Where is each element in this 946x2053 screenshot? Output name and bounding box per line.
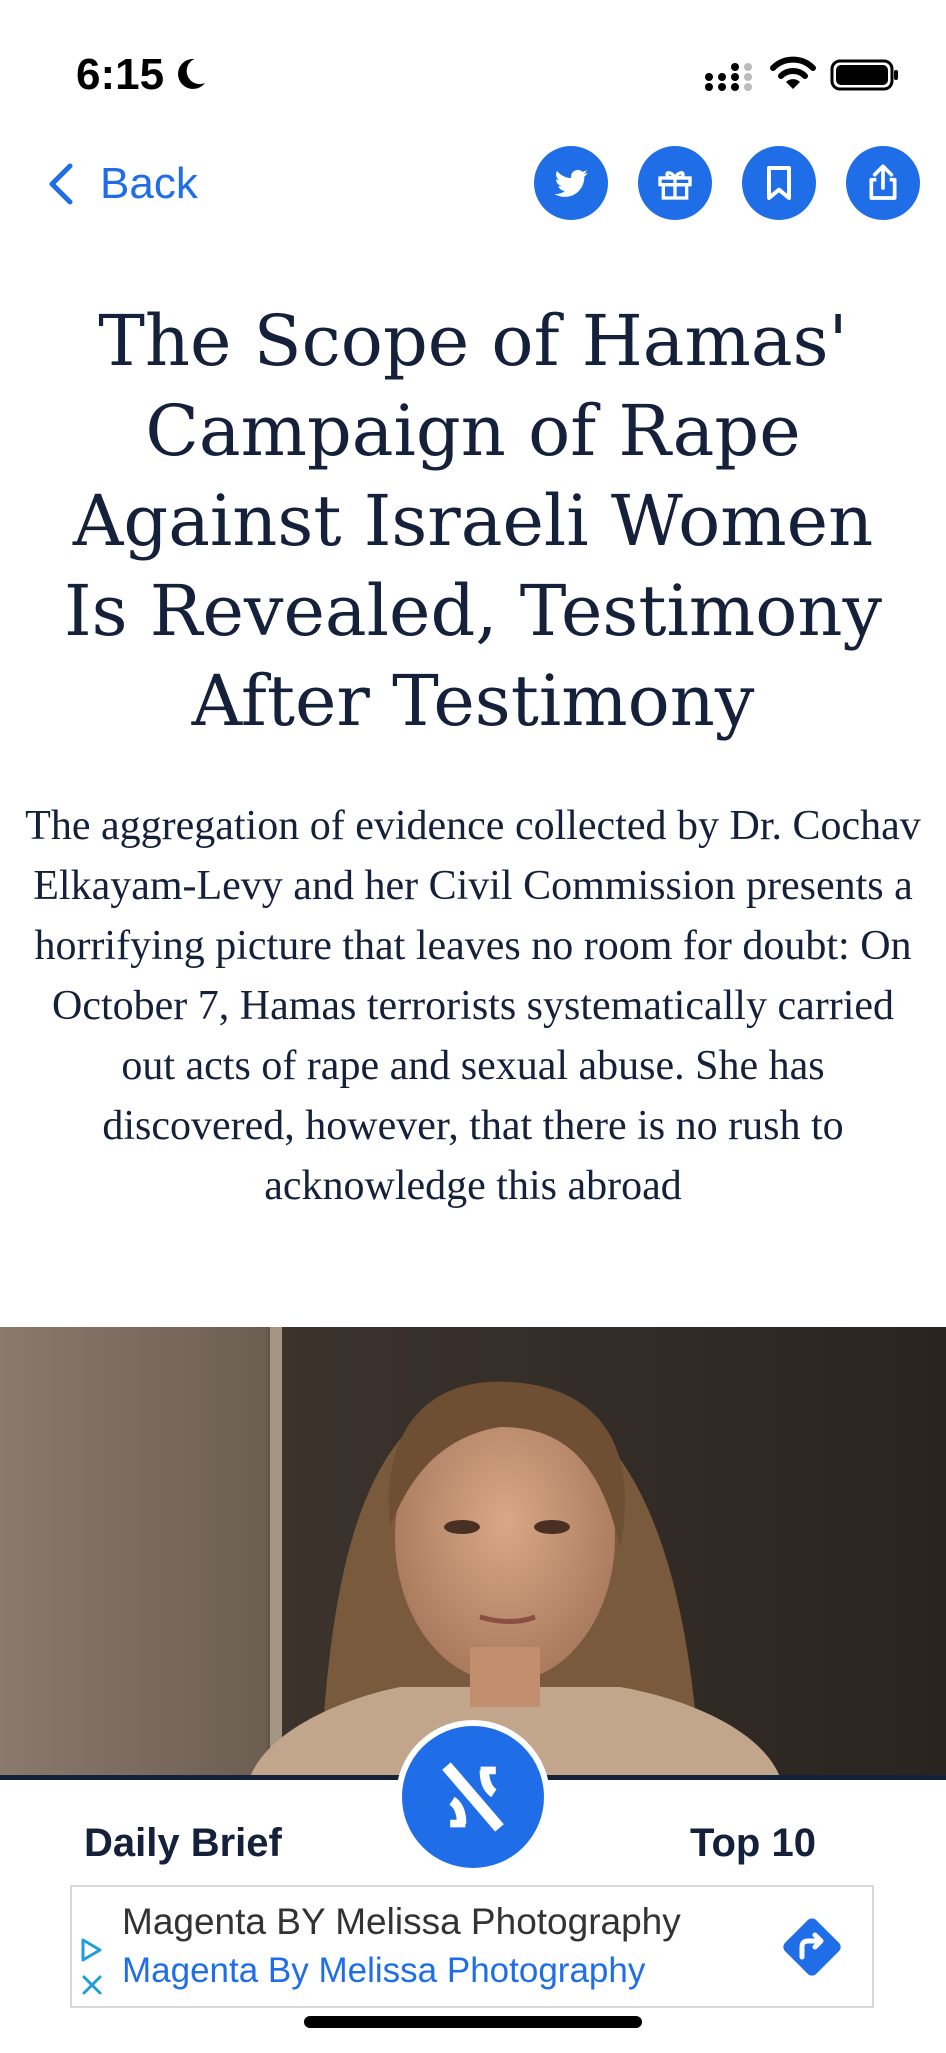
ad-banner[interactable] xyxy=(70,1885,874,2008)
bookmark-button[interactable] xyxy=(742,146,816,220)
status-time: 6:15 xyxy=(76,50,165,99)
share-button[interactable] xyxy=(846,146,920,220)
chevron-left-icon xyxy=(46,162,76,206)
cellular-signal-icon xyxy=(704,60,756,94)
moon-icon xyxy=(172,56,208,92)
battery-icon xyxy=(830,58,900,92)
home-indicator xyxy=(304,2016,642,2028)
share-icon xyxy=(863,163,903,203)
tab-daily-brief[interactable]: Daily Brief xyxy=(84,1821,282,1865)
back-button[interactable] xyxy=(46,152,198,216)
ad-choices-icon[interactable] xyxy=(78,1937,104,1963)
article-dek: The aggregation of evidence collected by Dr. Cochav Elkayam-Levy and her Civil Commission presents a horrifying picture that leaves no room for doubt: On October 7, Hamas terrorists systematically carried out acts of rape and sexual abuse. She has discovered, however, that there is no rush to acknowledge this abroad xyxy=(25,803,921,1209)
gift-icon xyxy=(655,163,695,203)
gift-article-button[interactable] xyxy=(638,146,712,220)
back-label: Back xyxy=(100,159,198,208)
article-headline: The Scope of Hamas' Campaign of Rape Against Israeli Women Is Revealed, Testimony After Testimony xyxy=(63,300,883,742)
twitter-icon xyxy=(551,163,591,203)
tab-top-10[interactable]: Top 10 xyxy=(690,1821,816,1865)
close-icon[interactable] xyxy=(80,1973,104,1997)
status-bar xyxy=(0,0,946,140)
home-logo-button[interactable] xyxy=(396,1720,550,1874)
wifi-icon xyxy=(770,56,816,92)
bookmark-icon xyxy=(759,163,799,203)
twitter-share-button[interactable] xyxy=(534,146,608,220)
aleph-logo-icon xyxy=(435,1759,511,1835)
directions-arrow-icon[interactable] xyxy=(776,1911,848,1983)
article-lead-photo xyxy=(0,1327,946,1777)
ad-subtitle: Magenta By Melissa Photography xyxy=(122,1951,646,1990)
article-actions xyxy=(534,146,920,220)
ad-title: Magenta BY Melissa Photography xyxy=(122,1901,681,1942)
